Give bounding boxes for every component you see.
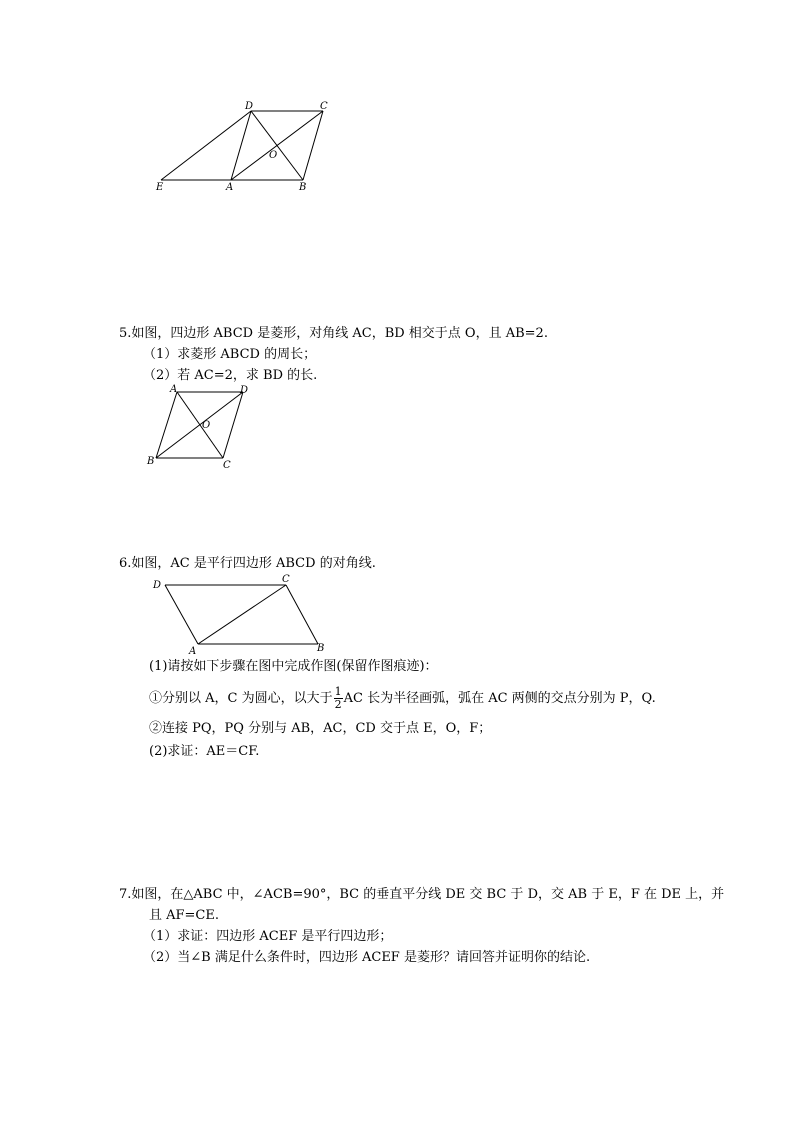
q6-part2: (2)求证：AE＝CF. <box>149 744 260 759</box>
q5-sub2: （2）若 AC=2，求 BD 的长. <box>143 368 318 383</box>
label-O: O <box>202 420 211 431</box>
figure-6-svg <box>150 571 335 656</box>
label-A: A <box>170 384 178 395</box>
q7-stem-line2: 且 AF=CE. <box>149 908 220 923</box>
label-B: B <box>299 182 307 193</box>
q6-step1 <box>149 684 656 714</box>
label-B: B <box>317 643 325 654</box>
label-D: D <box>245 101 254 112</box>
fraction-denominator: 2 <box>334 698 342 711</box>
label-A: A <box>226 182 234 193</box>
label-A: A <box>189 646 197 656</box>
figure-rhombus-abcd <box>144 383 254 473</box>
label-C: C <box>320 101 328 112</box>
label-C: C <box>223 460 231 471</box>
q6-stem: 6.如图，AC 是平行四边形 ABCD 的对角线. <box>119 556 376 571</box>
fraction-one-half <box>334 686 343 711</box>
q5-stem: 5.如图，四边形 ABCD 是菱形，对角线 AC，BD 相交于点 O，且 AB=2. <box>119 326 548 341</box>
q7-sub1: （1）求证：四边形 ACEF 是平行四边形； <box>143 929 393 944</box>
figure-parallelogram-abcd <box>150 571 335 656</box>
q6-part1: (1)请按如下步骤在图中完成作图(保留作图痕迹)： <box>149 659 438 674</box>
figure-4-svg <box>150 98 340 193</box>
label-E: E <box>156 182 164 193</box>
q7-stem-line1: 7.如图，在△ABC 中，∠ACB=90°，BC 的垂直平分线 DE 交 BC 于 D，交 AB 于 E，F 在 DE 上，并 <box>119 887 725 902</box>
figure-5-svg <box>144 383 254 473</box>
label-C: C <box>282 574 290 585</box>
q6-step1-before: ①分别以 A，C 为圆心，以大于 <box>149 691 333 706</box>
label-B: B <box>147 456 155 467</box>
figure-parallelogram-ebcd <box>150 98 340 193</box>
label-D: D <box>240 385 249 396</box>
label-O: O <box>269 150 278 161</box>
q6-step2: ②连接 PQ，PQ 分别与 AB，AC，CD 交于点 E，O，F； <box>149 721 492 736</box>
label-D: D <box>153 580 162 591</box>
fraction-numerator: 1 <box>334 685 342 698</box>
q5-sub1: （1）求菱形 ABCD 的周长； <box>143 347 317 362</box>
q7-sub2: （2）当∠B 满足什么条件时，四边形 ACEF 是菱形？请回答并证明你的结论. <box>143 950 591 965</box>
q6-step1-after: AC 长为半径画弧，弧在 AC 两侧的交点分别为 P，Q. <box>343 691 656 706</box>
